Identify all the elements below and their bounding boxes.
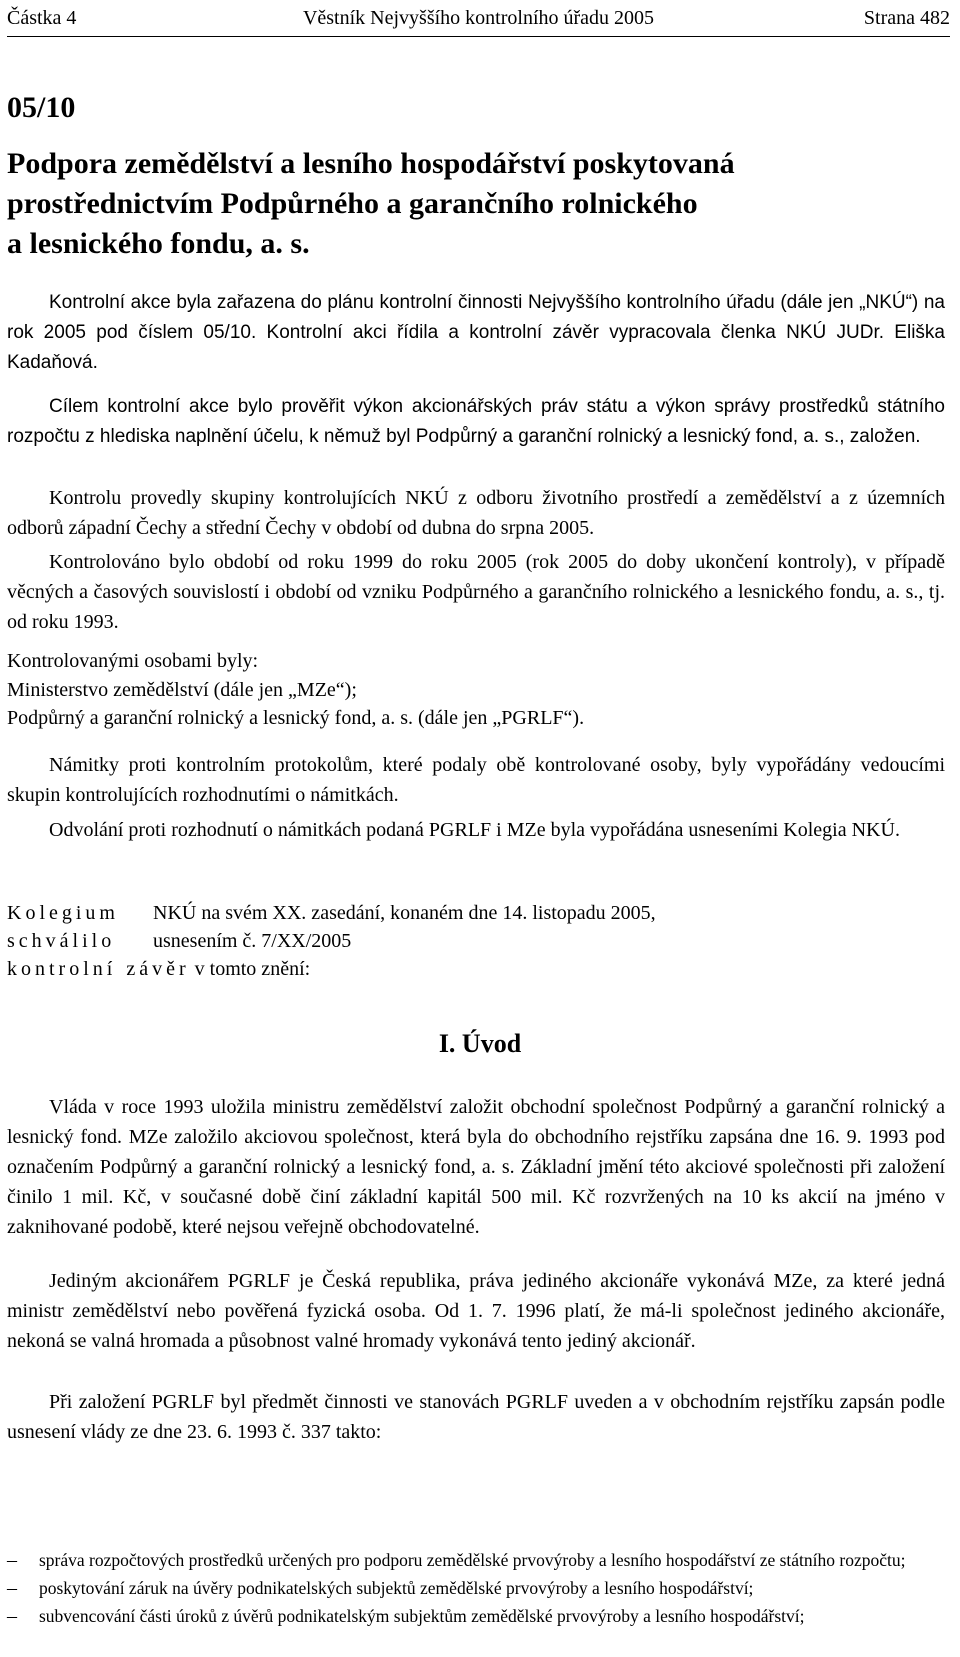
header-issue: Částka 4 — [7, 7, 77, 29]
approval-kontrolni-label: kontrolní — [7, 958, 117, 980]
paragraph-executors: Kontrolu provedly skupiny kontrolujících NKÚ z odboru životního prostředí a zemědělství a z územních odborů západní Čechy a střední Čechy v období od dubna do srpna 2005. — [7, 487, 945, 539]
paragraph-intro: Kontrolní akce byla zařazena do plánu kontrolní činnosti Nejvyššího kontrolního úřadu (dále jen „NKÚ“) na rok 2005 pod číslem 05/10. Kontrolní akci řídila a kontrolní závěr vypracovala členka NKÚ JUDr. Eliška Kadaňová. — [7, 292, 945, 373]
header-journal-title: Věstník Nejvyššího kontrolního úřadu 2005 — [302, 7, 655, 29]
person-pgrlf: Podpůrný a garanční rolnický a lesnický fond, a. s. (dále jen „PGRLF“). — [7, 707, 585, 729]
paragraph-objections: Námitky proti kontrolním protokolům, které podaly obě kontrolované osoby, byly vypořádány vedoucími skupin kontrolujících rozhodnutími o námitkách. — [7, 754, 945, 806]
document-title — [7, 144, 907, 264]
page-header — [7, 6, 950, 37]
approval-zaver-label: závěr — [126, 958, 190, 980]
paragraph-shareholder: Jediným akcionářem PGRLF je Česká republika, práva jediného akcionáře vykonává MZe, za které jedná ministr zemědělství nebo pověřená fyzická osoba. Od 1. 7. 1996 platí, že má-li společnost jediného akcionáře, nekoná se valná hromada a působnost valné hromady vykonává tento jediný akcionář. — [7, 1270, 945, 1352]
paragraph-business-scope: Při založení PGRLF byl předmět činnosti ve stanovách PGRLF uveden a v obchodním rejstříku zapsán podle usnesení vlády ze dne 23. 6. 1993 č. 337 takto: — [7, 1391, 945, 1443]
business-scope-list — [7, 1548, 945, 1632]
list-item: – poskytování záruk na úvěry podnikatelských subjektů zemědělské prvovýroby a lesního hospodářství; — [7, 1576, 945, 1600]
paragraph-founding: Vláda v roce 1993 uložila ministru zemědělství založit obchodní společnost Podpůrný a garanční rolnický a lesnický fond. MZe založilo akciovou společnost, která byla do obchodního rejstříku zapsána dne 16. 9. 1993 pod označením Podpůrný a garanční rolnický a lesnický fond, a. s. Základní jmění této akciové společnosti při založení činilo 1 mil. Kč, v současné době činí základní kapitál 500 mil. Kč rozvržených na 10 ks akcií na jméno v zaknihované podobě, které nejsou veřejně obchodovatelné. — [7, 1096, 945, 1238]
approval-kolegium-label: Kolegium — [7, 902, 119, 924]
approval-schvalilo-label: schválilo — [7, 930, 116, 952]
person-mze: Ministerstvo zemědělství (dále jen „MZe“); — [7, 679, 357, 701]
document-number: 05/10 — [7, 91, 76, 124]
approval-line-2 — [7, 926, 351, 956]
approval-resolution-text: usnesením č. 7/XX/2005 — [153, 930, 352, 952]
approval-line-1 — [7, 898, 656, 928]
header-page-number: Strana 482 — [863, 7, 950, 29]
approval-wording-text: v tomto znění: — [194, 958, 311, 980]
approval-meeting-text: NKÚ na svém XX. zasedání, konaném dne 14. listopadu 2005, — [153, 902, 656, 924]
paragraph-period: Kontrolováno bylo období od roku 1999 do roku 2005 (rok 2005 do doby ukončení kontroly), v případě věcných a časových souvislostí i období od vzniku Podpůrného a garančního rolnického a lesnického fondu, a. s., tj. od roku 1993. — [7, 551, 945, 633]
section-heading: I. Úvod — [438, 1029, 522, 1058]
title-line: Podpora zemědělství a lesního hospodářství poskytovaná — [7, 147, 735, 180]
paragraph-aim: Cílem kontrolní akce bylo prověřit výkon akcionářských práv státu a výkon správy prostředků státního rozpočtu z hlediska naplnění účelu, k němuž byl Podpůrný a garanční rolnický a lesnický fond, a. s., založen. — [7, 396, 945, 447]
persons-label: Kontrolovanými osobami byly: — [7, 650, 259, 672]
title-line: a lesnického fondu, a. s. — [7, 227, 310, 260]
list-item: – správa rozpočtových prostředků určených pro podporu zemědělské prvovýroby a lesního hospodářství ze státního rozpočtu; — [7, 1548, 945, 1572]
list-item: – subvencování části úroků z úvěrů podnikatelským subjektům zemědělské prvovýroby a lesního hospodářství; — [7, 1604, 945, 1628]
title-line: prostřednictvím Podpůrného a garančního rolnického — [7, 187, 698, 220]
paragraph-appeals: Odvolání proti rozhodnutí o námitkách podaná PGRLF i MZe byla vypořádána usneseními Kolegia NKÚ. — [49, 819, 900, 841]
approval-line-3 — [7, 954, 310, 984]
